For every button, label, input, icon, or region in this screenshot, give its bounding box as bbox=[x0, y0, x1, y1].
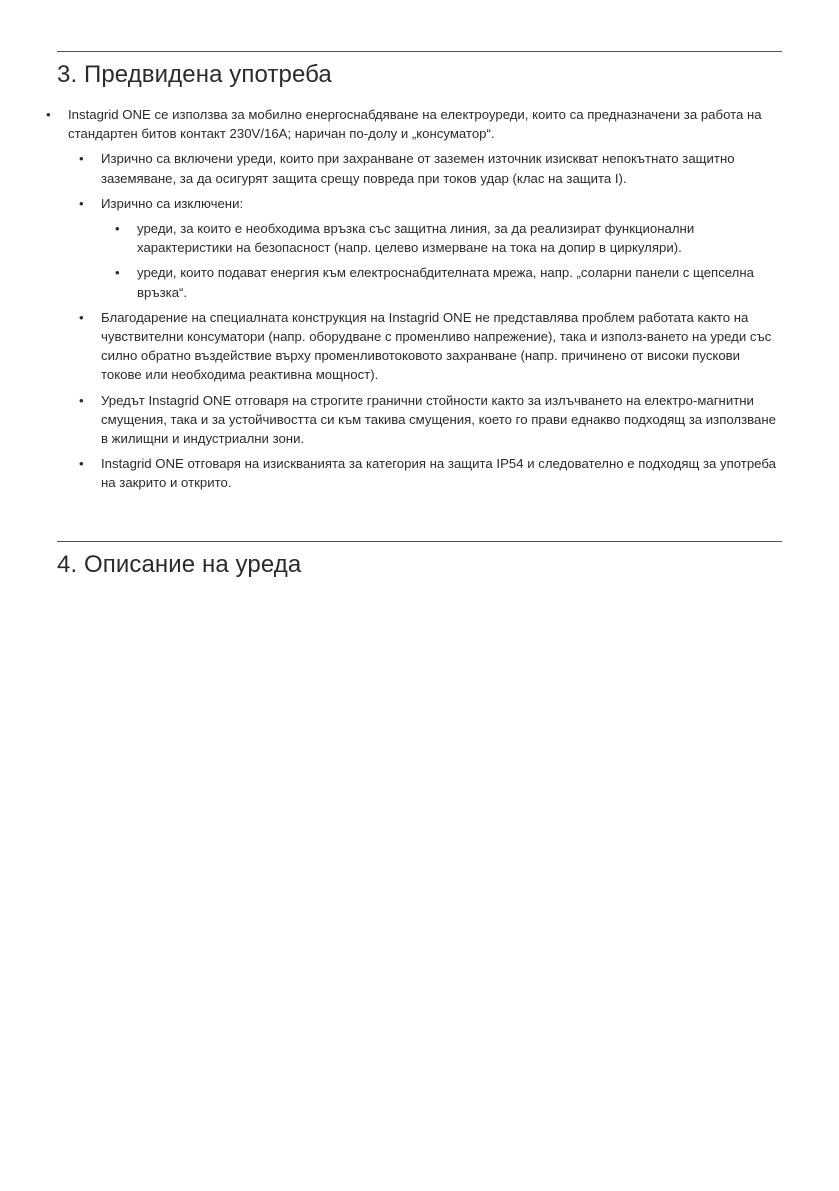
intended-use-list bbox=[46, 105, 782, 493]
bullet-icon: • bbox=[79, 456, 84, 472]
list-item bbox=[46, 105, 782, 493]
list-item-text: Уредът Instagrid ONE отговаря на строгите гранични стойности както за излъчването на електро-магнитни смущения, така и за устойчивостта си към такива смущения, което го прави еднакво подходящ за използване в жилищни и индустриални зони. bbox=[101, 392, 776, 447]
bullet-icon: • bbox=[115, 265, 120, 281]
list-item-text: Изрично са включени уреди, които при захранване от заземен източник изискват непокътнато защитно заземяване, за да осигурят защита срещу повреда при токов удар (клас на защита I). bbox=[101, 151, 735, 186]
list-item bbox=[115, 219, 782, 257]
list-item bbox=[79, 454, 782, 492]
bullet-icon: • bbox=[79, 151, 84, 167]
bullet-icon: • bbox=[79, 195, 84, 211]
section-device-description bbox=[57, 541, 782, 579]
section-title: 4. Описание на уреда bbox=[57, 551, 302, 578]
bullet-icon: • bbox=[79, 309, 84, 325]
excluded-list bbox=[101, 219, 782, 302]
sub-list bbox=[68, 149, 782, 492]
list-item-text: Instagrid ONE отговаря на изискванията за категория на защита IP54 и следователно е подходящ за употреба на закрито и открито. bbox=[101, 456, 776, 491]
section-divider bbox=[57, 51, 782, 52]
list-item bbox=[79, 391, 782, 449]
list-item-text: уреди, за които е необходима връзка със защитна линия, за да реализират функционални характеристики на безопасност (напр. целево измерване на тока на допир в циркуляри). bbox=[137, 221, 695, 256]
section-title: 3. Предвидена употреба bbox=[57, 61, 332, 88]
bullet-icon: • bbox=[46, 107, 51, 122]
list-item bbox=[79, 149, 782, 187]
bullet-icon: • bbox=[79, 392, 84, 408]
list-item bbox=[79, 308, 782, 385]
section-intended-use bbox=[46, 51, 782, 499]
list-item bbox=[79, 194, 782, 302]
list-item-text: Благодарение на специалната конструкция на Instagrid ONE не представлява проблем работата както на чувствителни консуматори (напр. оборудване с променливо напрежение), така и използ-ването на уреди със силно обратно въздействие върху променливотоковото захранване (напр. причинено от високи пускови токове или необходима реактивна мощност). bbox=[101, 309, 772, 383]
list-item-text: Instagrid ONE се използва за мобилно енергоснабдяване на електроуреди, които са предназначени за работа на стандартен битов контакт 230V/16A; наричан по-долу и „консуматор“. bbox=[68, 107, 762, 142]
list-item-text: Изрично са изключени: bbox=[101, 195, 244, 211]
bullet-icon: • bbox=[115, 221, 120, 237]
list-item-text: уреди, които подават енергия към електроснабдителната мрежа, напр. „соларни панели с щепселна връзка“. bbox=[137, 265, 754, 300]
section-divider bbox=[57, 541, 782, 542]
list-item bbox=[115, 263, 782, 301]
